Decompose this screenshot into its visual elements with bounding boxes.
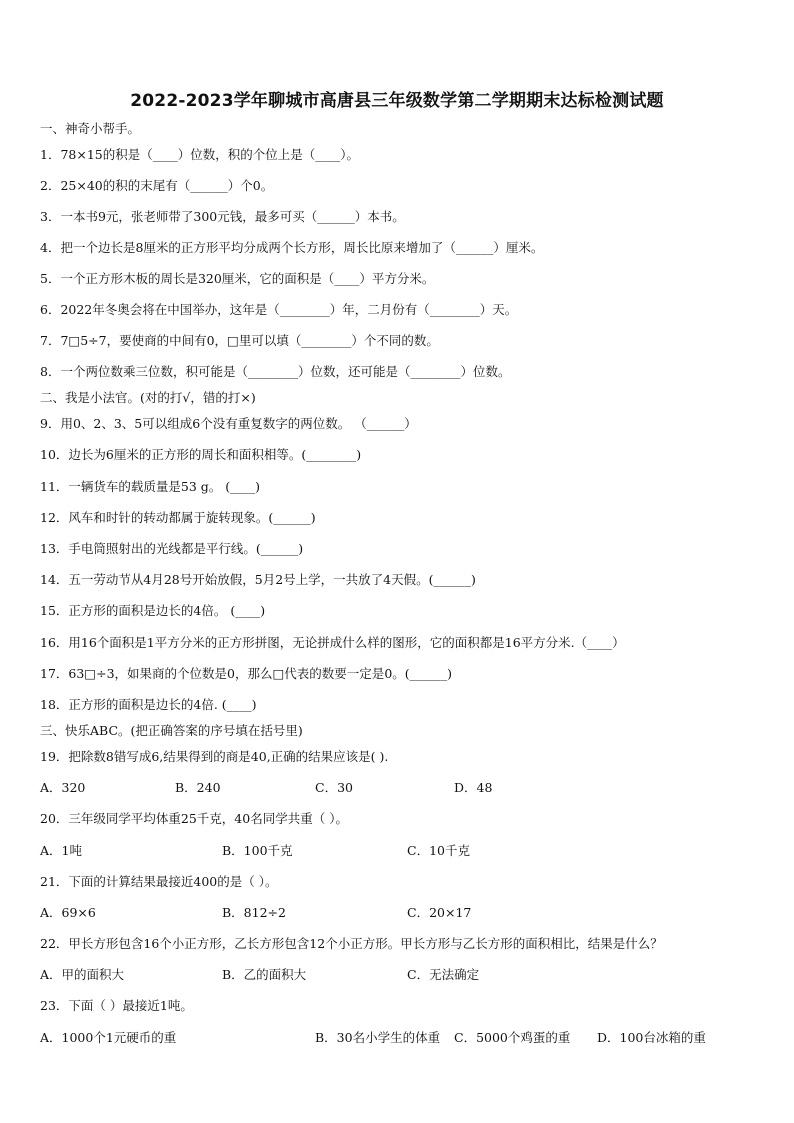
question-8: 8．一个两位数乘三位数，积可能是（________）位数，还可能是（________）位数。 — [40, 364, 511, 379]
question-4: 4．把一个边长是8厘米的正方形平均分成两个长方形，周长比原来增加了（______）厘米。 — [40, 240, 544, 255]
question-16: 16．用16个面积是1平方分米的正方形拼图，无论拼成什么样的图形，它的面积都是16平方分米.（____） — [40, 635, 625, 650]
option-19-d: D．48 — [454, 780, 493, 795]
option-22-b: B．乙的面积大 — [222, 967, 307, 982]
question-12: 12．风车和时针的转动都属于旋转现象。(______) — [40, 510, 316, 525]
option-23-b: B．30名小学生的体重 — [315, 1030, 441, 1045]
option-21-a: A．69×6 — [40, 905, 96, 920]
question-2: 2．25×40的积的末尾有（______）个0。 — [40, 178, 274, 193]
section-heading-2: 二、我是小法官。(对的打√，错的打×) — [40, 390, 256, 405]
question-17: 17．63□÷3，如果商的个位数是0，那么□代表的数要一定是0。(______) — [40, 666, 453, 681]
exam-title: 2022-2023学年聊城市高唐县三年级数学第二学期期末达标检测试题 — [130, 91, 664, 111]
question-13: 13．手电筒照射出的光线都是平行线。(______) — [40, 541, 304, 556]
option-23-c: C．5000个鸡蛋的重 — [454, 1030, 571, 1045]
option-23-a: A．1000个1元硬币的重 — [40, 1030, 177, 1045]
question-22: 22．甲长方形包含16个小正方形，乙长方形包含12个小正方形。甲长方形与乙长方形的面积相比，结果是什么？ — [40, 936, 663, 951]
option-22-c: C．无法确定 — [407, 967, 480, 982]
question-9: 9．用0、2、3、5可以组成6个没有重复数字的两位数。 （______） — [40, 416, 417, 431]
option-21-b: B．812÷2 — [222, 905, 286, 920]
question-5: 5．一个正方形木板的周长是320厘米，它的面积是（____）平方分米。 — [40, 271, 435, 286]
question-11: 11．一辆货车的载质量是53 g。 (____) — [40, 479, 261, 494]
question-18: 18．正方形的面积是边长的4倍. (____) — [40, 697, 257, 712]
question-3: 3．一本书9元，张老师带了300元钱，最多可买（______）本书。 — [40, 209, 405, 224]
option-20-c: C．10千克 — [407, 843, 470, 858]
question-14: 14．五一劳动节从4月28号开始放假，5月2号上学，一共放了4天假。(______) — [40, 572, 476, 587]
question-7: 7．7□5÷7，要使商的中间有0，□里可以填（________）个不同的数。 — [40, 333, 439, 348]
option-23-d: D．100台冰箱的重 — [597, 1030, 706, 1045]
section-heading-3: 三、快乐ABC。(把正确答案的序号填在括号里) — [40, 723, 303, 738]
question-19: 19．把除数8错写成6,结果得到的商是40,正确的结果应该是( ). — [40, 749, 389, 764]
question-23: 23．下面（ ）最接近1吨。 — [40, 998, 193, 1013]
option-20-b: B．100千克 — [222, 843, 293, 858]
option-22-a: A．甲的面积大 — [40, 967, 125, 982]
question-6: 6．2022年冬奥会将在中国举办，这年是（________）年，二月份有（________）天。 — [40, 302, 518, 317]
option-20-a: A．1吨 — [40, 843, 82, 858]
section-heading-1: 一、神奇小帮手。 — [40, 121, 141, 136]
question-21: 21．下面的计算结果最接近400的是（ ）。 — [40, 874, 278, 889]
question-15: 15．正方形的面积是边长的4倍。 (____) — [40, 603, 266, 618]
option-19-a: A．320 — [40, 780, 86, 795]
question-20: 20．三年级同学平均体重25千克，40名同学共重（ ）。 — [40, 811, 348, 826]
option-21-c: C．20×17 — [407, 905, 472, 920]
option-19-c: C．30 — [315, 780, 353, 795]
question-10: 10．边长为6厘米的正方形的周长和面积相等。(________) — [40, 447, 362, 462]
option-19-b: B．240 — [175, 780, 221, 795]
question-1: 1．78×15的积是（____）位数，积的个位上是（____）。 — [40, 147, 359, 162]
